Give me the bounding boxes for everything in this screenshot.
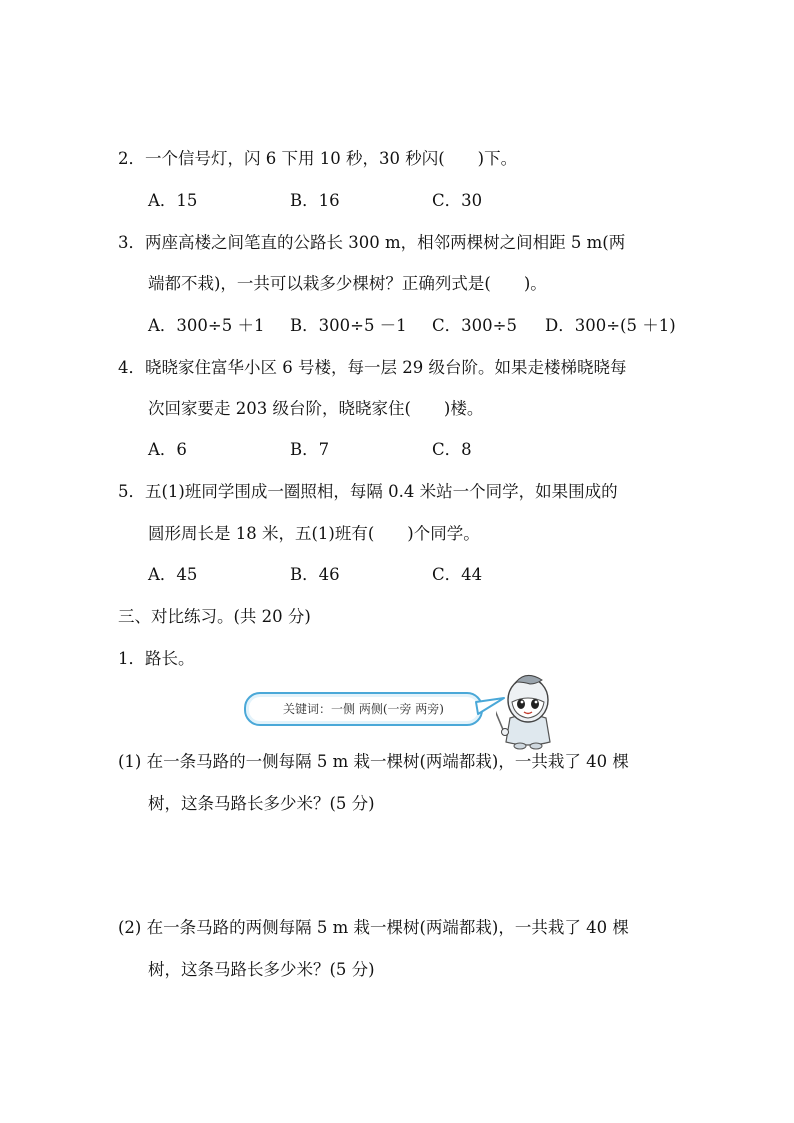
keyword-bubble: 关键词：一侧 两侧(一旁 两旁): [244, 692, 483, 726]
q5-option-b: B．46: [290, 565, 340, 584]
q2-option-a: A．15: [148, 191, 198, 210]
q2-option-b: B．16: [290, 191, 340, 210]
q5-stem-line2: 圆形周长是 18 米，五(1)班有( )个同学。: [148, 524, 480, 543]
q4-option-c: C．8: [432, 440, 472, 459]
mascot-icon: [496, 672, 560, 750]
sub2-line1: (2) 在一条马路的两侧每隔 5 m 栽一棵树(两端都栽)，一共栽了 40 棵: [118, 918, 629, 937]
q3-stem-line1: 3．两座高楼之间笔直的公路长 300 m，相邻两棵树之间相距 5 m(两: [118, 233, 626, 252]
q2-stem: 2．一个信号灯，闪 6 下用 10 秒，30 秒闪( )下。: [118, 149, 518, 168]
q4-option-a: A．6: [148, 440, 187, 459]
q5-option-c: C．44: [432, 565, 483, 584]
sub1-line1: (1) 在一条马路的一侧每隔 5 m 栽一棵树(两端都栽)，一共栽了 40 棵: [118, 752, 629, 771]
sub1-line2: 树，这条马路长多少米？(5 分): [148, 794, 375, 813]
q4-option-b: B．7: [290, 440, 330, 459]
q3-option-d: D．300÷(5 ＋1): [545, 316, 676, 335]
section3-item1: 1．路长。: [118, 649, 195, 668]
q4-stem-line2: 次回家要走 203 级台阶，晓晓家住( )楼。: [148, 399, 484, 418]
sub2-line2: 树，这条马路长多少米？(5 分): [148, 960, 375, 979]
section3-title: 三、对比练习。(共 20 分): [118, 607, 311, 626]
q3-option-c: C．300÷5: [432, 316, 517, 335]
q3-stem-line2: 端都不栽)，一共可以栽多少棵树？正确列式是( )。: [148, 274, 547, 293]
q5-option-a: A．45: [148, 565, 198, 584]
q4-stem-line1: 4．晓晓家住富华小区 6 号楼，每一层 29 级台阶。如果走楼梯晓晓每: [118, 358, 627, 377]
q3-option-b: B．300÷5 －1: [290, 316, 407, 335]
q2-option-c: C．30: [432, 191, 483, 210]
q3-option-a: A．300÷5 ＋1: [148, 316, 265, 335]
keyword-callout: [244, 672, 564, 752]
q5-stem-line1: 5．五(1)班同学围成一圈照相，每隔 0.4 米站一个同学，如果围成的: [118, 482, 618, 501]
